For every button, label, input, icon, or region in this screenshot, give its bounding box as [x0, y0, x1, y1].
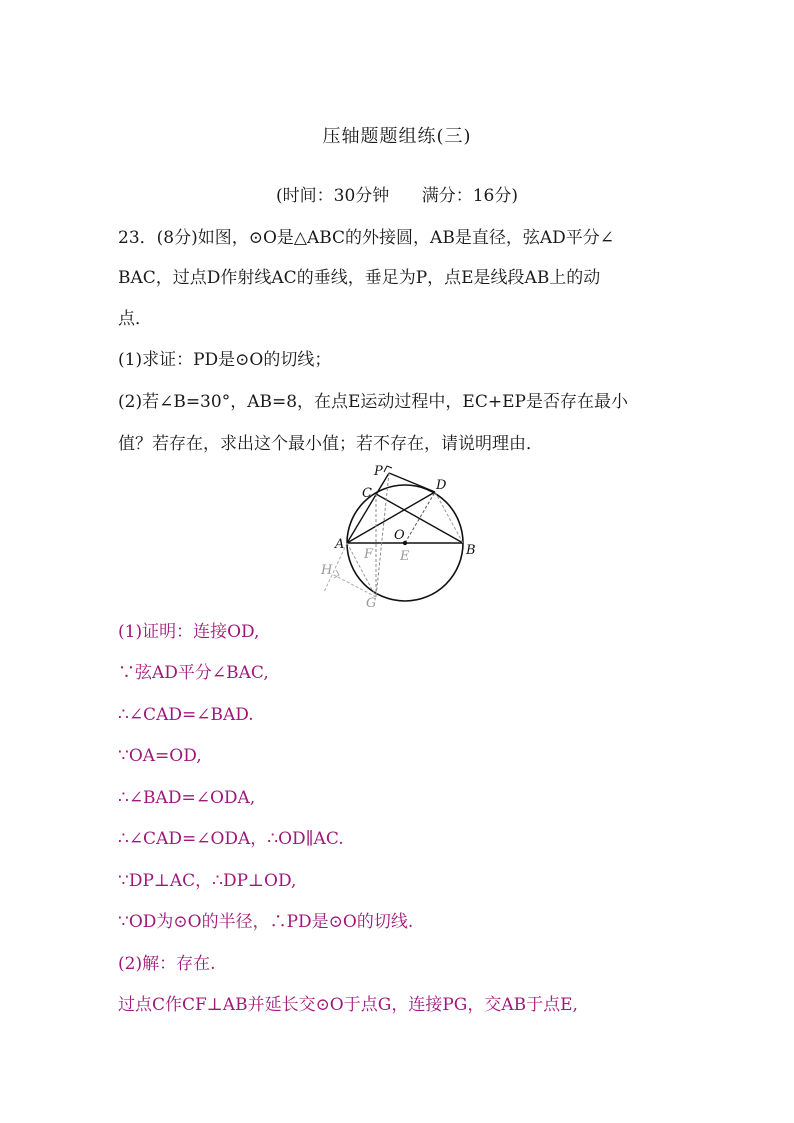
line-pd [389, 473, 435, 492]
radius-od [405, 492, 435, 543]
solution-line: ∵OD为⊙O的半径，∴PD是⊙O的切线. [118, 912, 414, 932]
label-d: D [436, 478, 447, 493]
question-line: BAC，过点D作射线AC的垂线，垂足为P，点E是线段AB上的动 [118, 268, 601, 288]
label-f: F [364, 547, 374, 562]
line-gh [332, 574, 376, 597]
geometry-figure [318, 462, 488, 608]
question-line: (2)若∠B=30°，AB=8，在点E运动过程中，EC+EP是否存在最小 [118, 392, 628, 412]
solution-line: 过点C作CF⊥AB并延长交⊙O于点G，连接PG，交AB于点E, [118, 995, 578, 1015]
label-e: E [400, 549, 410, 564]
solution-line: ∴∠CAD=∠ODA，∴OD∥AC. [118, 829, 344, 849]
question-line: (1)求证：PD是⊙O的切线； [118, 350, 332, 370]
solution-line: ∵DP⊥AC，∴DP⊥OD, [118, 871, 297, 891]
right-angle-mark-p [384, 466, 392, 472]
line-ap [347, 473, 389, 543]
label-g: G [366, 596, 377, 608]
chord-ad [347, 492, 435, 543]
solution-line: ∵弦AD平分∠BAC, [118, 663, 269, 683]
question-line: 值？若存在，求出这个最小值；若不存在，请说明理由． [118, 434, 543, 454]
label-o: O [394, 528, 405, 543]
solution-line: ∴∠BAD=∠ODA, [118, 788, 256, 808]
label-b: B [466, 543, 476, 558]
exam-info: (时间：30分钟 满分：16分) [276, 186, 518, 206]
solution-line: (2)解：存在. [118, 954, 216, 974]
label-p: P [374, 464, 383, 479]
page-title: 压轴题题组练(三) [322, 126, 472, 147]
solution-line: ∵OA=OD, [118, 746, 202, 766]
question-line: 点． [118, 309, 152, 329]
label-h: H [321, 563, 333, 578]
question-line: 23．(8分)如图，⊙O是△ABC的外接圆，AB是直径，弦AD平分∠ [118, 228, 614, 248]
label-a: A [335, 537, 345, 552]
solution-line: (1)证明：连接OD, [118, 622, 260, 642]
label-c: C [362, 486, 372, 501]
solution-line: ∴∠CAD=∠BAD. [118, 705, 254, 725]
